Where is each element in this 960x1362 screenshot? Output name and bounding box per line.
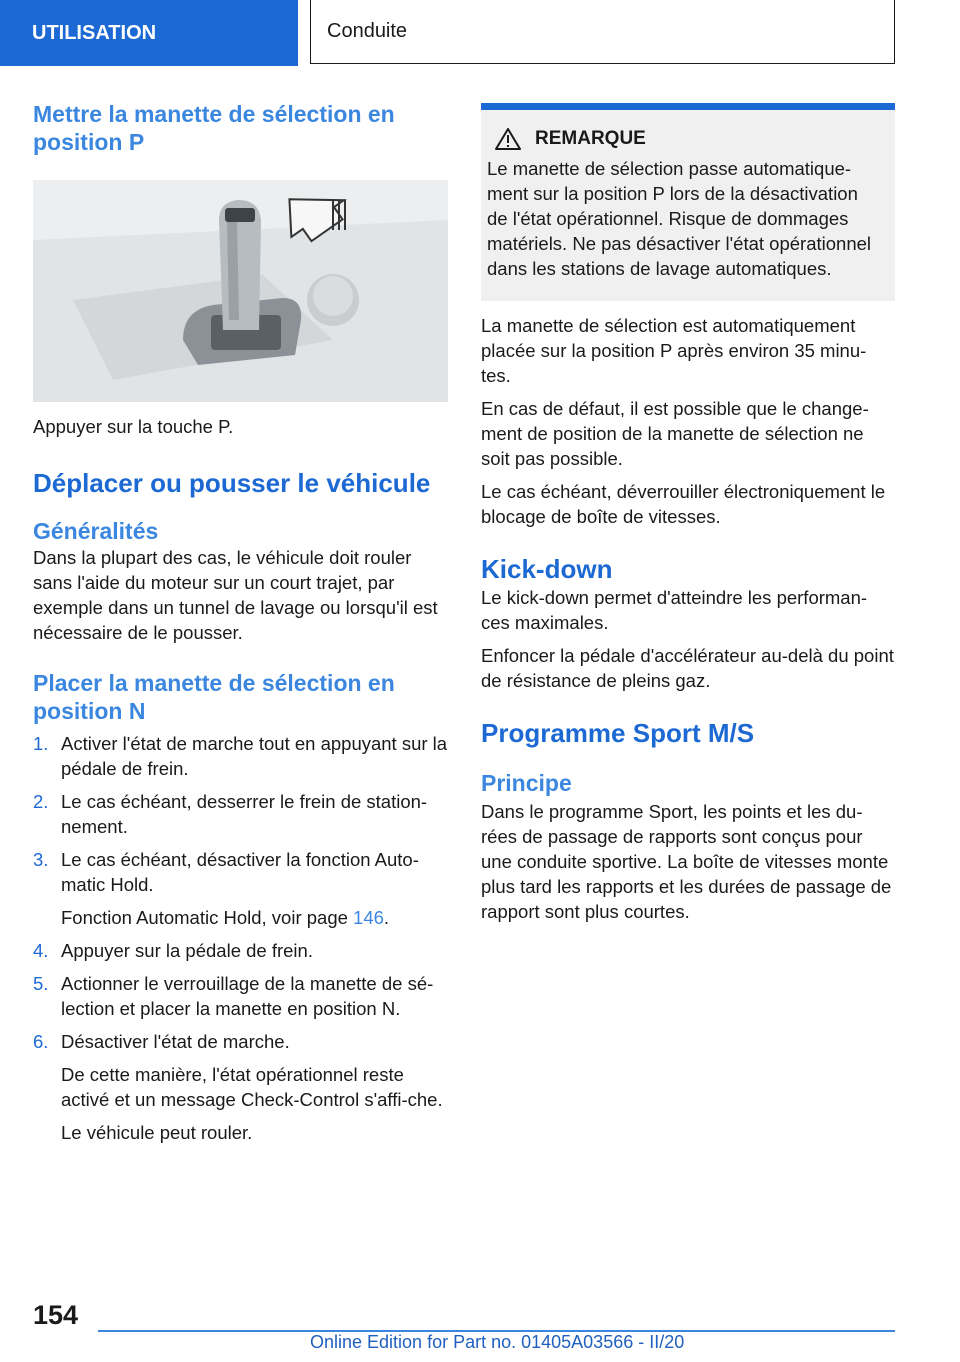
step-text: Activer l'état de marche tout en appuyant sur la pédale de frein.: [61, 733, 448, 779]
list-item: [33, 1029, 448, 1145]
step-number: 4.: [33, 940, 49, 961]
notice-text: Le manette de sélection passe automatique-ment sur la position P lors de la désactivation de l'état opérationnel. Risque de dommages matériels. Ne pas désactiver l'état opérationnel dans les stations de lavage automatiques.: [487, 158, 872, 279]
notice-header: [495, 128, 881, 150]
figure-caption: Appuyer sur la touche P.: [33, 416, 234, 437]
notice-box: [481, 103, 895, 301]
step-text: Appuyer sur la pédale de frein.: [61, 940, 313, 961]
step-number: 3.: [33, 849, 49, 870]
list-item: [33, 847, 448, 930]
heading-general: Généralités: [33, 518, 159, 544]
step-text: Le cas échéant, desserrer le frein de station-nement.: [61, 791, 428, 837]
heading-move-vehicle: Déplacer ou pousser le véhicule: [33, 468, 431, 498]
notice-title: REMARQUE: [535, 128, 646, 149]
steps-list: [33, 731, 448, 1145]
paragraph-principle: Dans le programme Sport, les points et les du-rées de passage de rapports sont conçus pour une conduite sportive. La boîte de vitesses monte plus tard les rapports et les durées de passage de rapport sont plus courtes.: [481, 801, 892, 922]
step-number: 1.: [33, 733, 49, 754]
gear-selector-illustration: [33, 180, 448, 402]
heading-neutral-position: Placer la manette de sélection en position N: [33, 670, 395, 724]
left-column: [33, 100, 448, 1153]
list-item: [33, 731, 448, 781]
step-number: 5.: [33, 973, 49, 994]
list-item: [33, 938, 448, 963]
list-item: [33, 789, 448, 839]
heading-principle: Principe: [481, 770, 572, 796]
note-suffix: .: [383, 907, 390, 928]
page-link[interactable]: 146: [353, 907, 384, 928]
heading-kick-down: Kick-down: [481, 554, 613, 584]
right-column: [481, 103, 895, 932]
heading-sport-program: Programme Sport M/S: [481, 718, 755, 748]
step-number: 2.: [33, 791, 49, 812]
paragraph-auto-park: La manette de sélection est automatiquement placée sur la position P après environ 35 minu-tes.: [481, 315, 867, 386]
step-text: Actionner le verrouillage de la manette de sé-lection et placer la manette en position N.: [61, 973, 434, 1019]
chapter-title: Conduite: [310, 0, 895, 64]
step-note: Le véhicule peut rouler.: [61, 1122, 253, 1143]
paragraph-unlock: Le cas échéant, déverrouiller électroniquement le blocage de boîte de vitesses.: [481, 481, 886, 527]
paragraph-fault: En cas de défaut, il est possible que le change-ment de position de la manette de sélection ne soit pas possible.: [481, 398, 869, 469]
list-item: [33, 971, 448, 1021]
step-note: De cette manière, l'état opérationnel reste activé et un message Check-Control s'affi-che.: [61, 1064, 443, 1110]
page-number: 154: [33, 1300, 79, 1330]
note-text: Fonction Automatic Hold, voir page: [61, 907, 354, 928]
step-number: 6.: [33, 1031, 49, 1052]
step-text: Le cas échéant, désactiver la fonction Auto-matic Hold.: [61, 849, 419, 895]
paragraph-general: Dans la plupart des cas, le véhicule doit rouler sans l'aide du moteur sur un court trajet, par exemple dans un tunnel de lavage ou lorsqu'il est nécessaire de le pousser.: [33, 547, 438, 643]
step-note: [61, 905, 448, 930]
warning-icon: [495, 128, 521, 150]
edition-info: Online Edition for Part no. 01405A03566 - II/20: [310, 1332, 685, 1352]
heading-park-position: Mettre la manette de sélection en position P: [33, 101, 395, 155]
paragraph-kick-down-1: Le kick-down permet d'atteindre les performan-ces maximales.: [481, 587, 868, 633]
page-header: [0, 0, 960, 66]
paragraph-kick-down-2: Enfoncer la pédale d'accélérateur au-delà du point de résistance de pleins gaz.: [481, 645, 894, 691]
step-text: Désactiver l'état de marche.: [61, 1031, 290, 1052]
section-tab: UTILISATION: [0, 0, 298, 66]
